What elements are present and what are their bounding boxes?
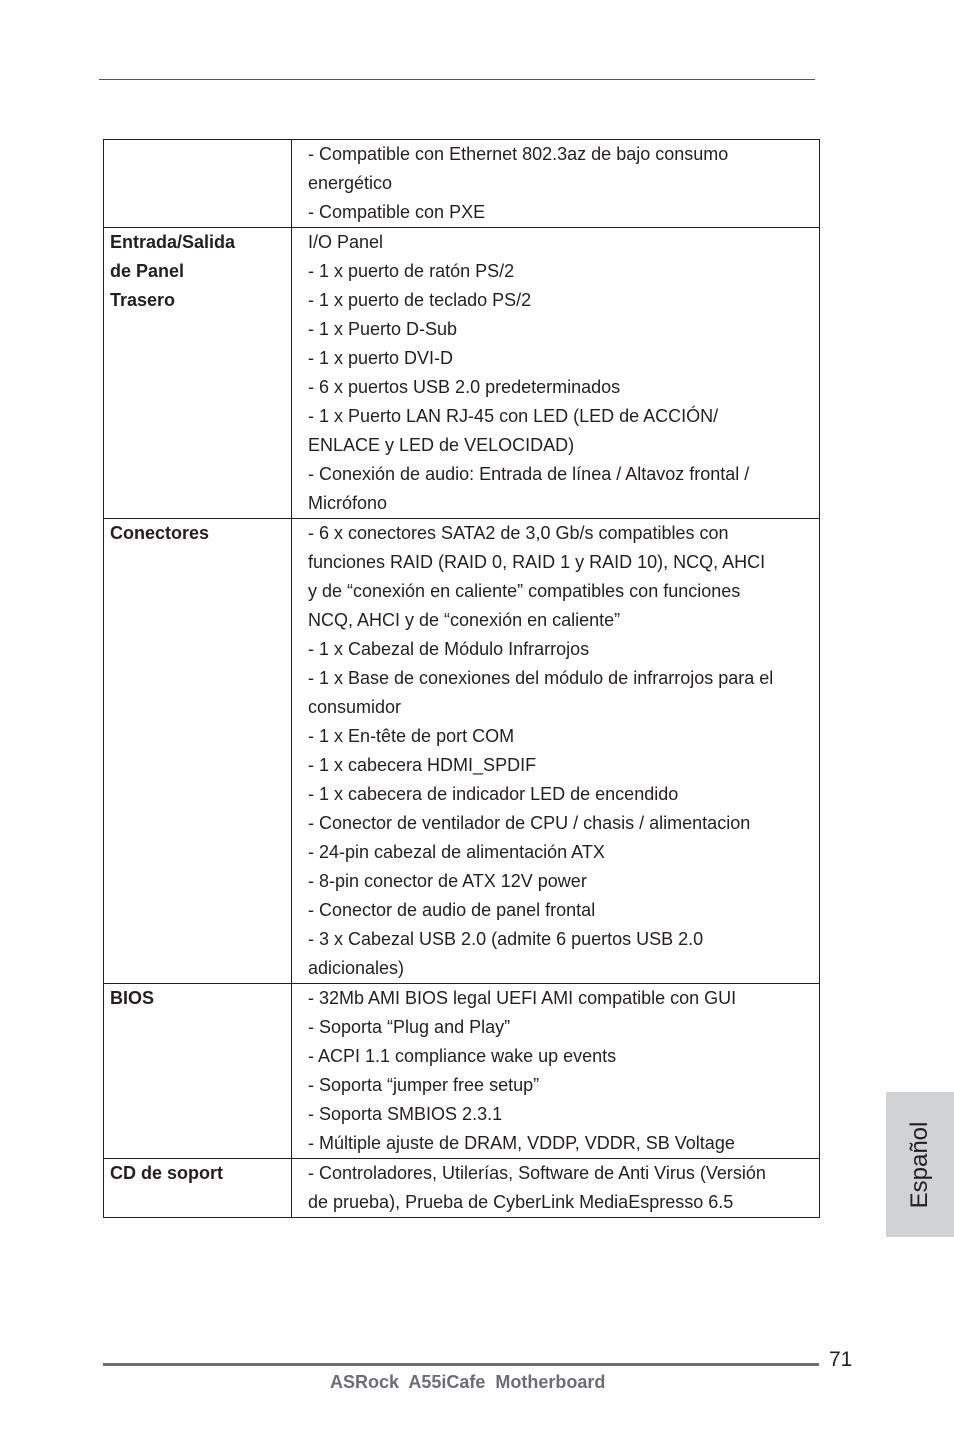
spec-label-cell <box>104 140 292 228</box>
spec-item-line: - 3 x Cabezal USB 2.0 (admite 6 puertos USB 2.0 <box>308 929 704 949</box>
spec-item <box>308 838 813 867</box>
spec-item-line: energético <box>308 173 393 193</box>
spec-item-line: - Soporta SMBIOS 2.3.1 <box>308 1104 503 1124</box>
spec-item <box>308 867 813 896</box>
top-rule <box>99 79 815 80</box>
spec-item-line: - 6 x conectores SATA2 de 3,0 Gb/s compatibles con <box>308 523 729 543</box>
spec-item-line: - Conexión de audio: Entrada de línea / Altavoz frontal / <box>308 464 750 484</box>
spec-item-line: adicionales) <box>308 958 405 978</box>
spec-label-line: Trasero <box>110 290 176 310</box>
spec-label-line: BIOS <box>110 988 155 1008</box>
spec-item <box>308 257 813 286</box>
language-side-tab <box>886 1092 954 1237</box>
spec-item-line: Micrófono <box>308 493 388 513</box>
spec-value-cell <box>292 984 820 1159</box>
spec-item-line: - Soporta “jumper free setup” <box>308 1075 540 1095</box>
spec-item-line: NCQ, AHCI y de “conexión en caliente” <box>308 610 621 630</box>
spec-value-cell <box>292 1159 820 1218</box>
side-tab-label: Español <box>906 1121 933 1208</box>
spec-item-line: I/O Panel <box>308 232 384 252</box>
spec-item-line: - 1 x Cabezal de Módulo Infrarrojos <box>308 639 590 659</box>
spec-item <box>308 751 813 780</box>
spec-item <box>308 1042 813 1071</box>
spec-item-line: ENLACE y LED de VELOCIDAD) <box>308 435 575 455</box>
spec-row <box>104 140 820 228</box>
spec-item <box>308 1129 813 1158</box>
spec-item <box>308 1071 813 1100</box>
spec-item-line: - Soporta “Plug and Play” <box>308 1017 511 1037</box>
spec-item-line: - 1 x cabecera de indicador LED de encendido <box>308 784 679 804</box>
spec-item <box>308 1013 813 1042</box>
spec-value-cell <box>292 140 820 228</box>
spec-item <box>308 519 813 635</box>
spec-item <box>308 984 813 1013</box>
spec-item <box>308 780 813 809</box>
spec-item-line: - 32Mb AMI BIOS legal UEFI AMI compatible con GUI <box>308 988 737 1008</box>
spec-label-cell <box>104 519 292 984</box>
spec-item-line: - 1 x Puerto LAN RJ-45 con LED (LED de ACCIÓN/ <box>308 406 719 426</box>
page-number: 71 <box>829 1348 853 1371</box>
spec-item-line: - 1 x cabecera HDMI_SPDIF <box>308 755 537 775</box>
spec-item-line: - 1 x puerto de ratón PS/2 <box>308 261 515 281</box>
spec-item <box>308 286 813 315</box>
spec-item-line: - 6 x puertos USB 2.0 predeterminados <box>308 377 621 397</box>
spec-item <box>308 373 813 402</box>
spec-label-cell <box>104 1159 292 1218</box>
spec-label-cell <box>104 228 292 519</box>
spec-row <box>104 984 820 1159</box>
spec-item-line: - Compatible con Ethernet 802.3az de bajo consumo <box>308 144 729 164</box>
spec-item <box>308 344 813 373</box>
spec-item <box>308 315 813 344</box>
spec-item-line: de prueba), Prueba de CyberLink MediaEspresso 6.5 <box>308 1192 734 1212</box>
spec-label-line: Conectores <box>110 523 210 543</box>
spec-item-line: - 1 x Base de conexiones del módulo de infrarrojos para el <box>308 668 774 688</box>
bottom-rule <box>103 1363 819 1366</box>
spec-label-line: Entrada/Salida <box>110 232 236 252</box>
spec-item-line: - 1 x puerto DVI-D <box>308 348 454 368</box>
spec-label-line: CD de soport <box>110 1163 224 1183</box>
spec-item <box>308 402 813 460</box>
spec-row <box>104 228 820 519</box>
footer-title: ASRock A55iCafe Motherboard <box>330 1372 606 1392</box>
spec-item <box>308 228 813 257</box>
spec-row <box>104 1159 820 1218</box>
spec-item-line: - 8-pin conector de ATX 12V power <box>308 871 587 891</box>
spec-item-line: - Múltiple ajuste de DRAM, VDDP, VDDR, SB Voltage <box>308 1133 735 1153</box>
spec-item-line: - Controladores, Utilerías, Software de Anti Virus (Versión <box>308 1163 766 1183</box>
spec-item <box>308 1159 813 1217</box>
spec-item-line: funciones RAID (RAID 0, RAID 1 y RAID 10), NCQ, AHCI <box>308 552 766 572</box>
spec-label-line: de Panel <box>110 261 185 281</box>
spec-item <box>308 722 813 751</box>
spec-item <box>308 635 813 664</box>
spec-item-line: consumidor <box>308 697 402 717</box>
spec-item-line: - Compatible con PXE <box>308 202 486 222</box>
spec-item-line: - 1 x puerto de teclado PS/2 <box>308 290 532 310</box>
spec-value-cell <box>292 519 820 984</box>
spec-item <box>308 896 813 925</box>
spec-item-line: - Conector de audio de panel frontal <box>308 900 596 920</box>
spec-value-cell <box>292 228 820 519</box>
spec-item-line: - Conector de ventilador de CPU / chasis / alimentacion <box>308 813 751 833</box>
spec-item <box>308 140 813 198</box>
spec-item <box>308 1100 813 1129</box>
spec-item <box>308 460 813 518</box>
spec-item-line: - 1 x Puerto D-Sub <box>308 319 458 339</box>
spec-item <box>308 809 813 838</box>
spec-item <box>308 925 813 983</box>
spec-row <box>104 519 820 984</box>
spec-item-line: - ACPI 1.1 compliance wake up events <box>308 1046 617 1066</box>
spec-item-line: - 1 x En-tête de port COM <box>308 726 515 746</box>
spec-item-line: - 24-pin cabezal de alimentación ATX <box>308 842 605 862</box>
spec-table <box>103 139 820 1218</box>
spec-item-line: y de “conexión en caliente” compatibles con funciones <box>308 581 741 601</box>
spec-item <box>308 198 813 227</box>
spec-item <box>308 664 813 722</box>
spec-label-cell <box>104 984 292 1159</box>
